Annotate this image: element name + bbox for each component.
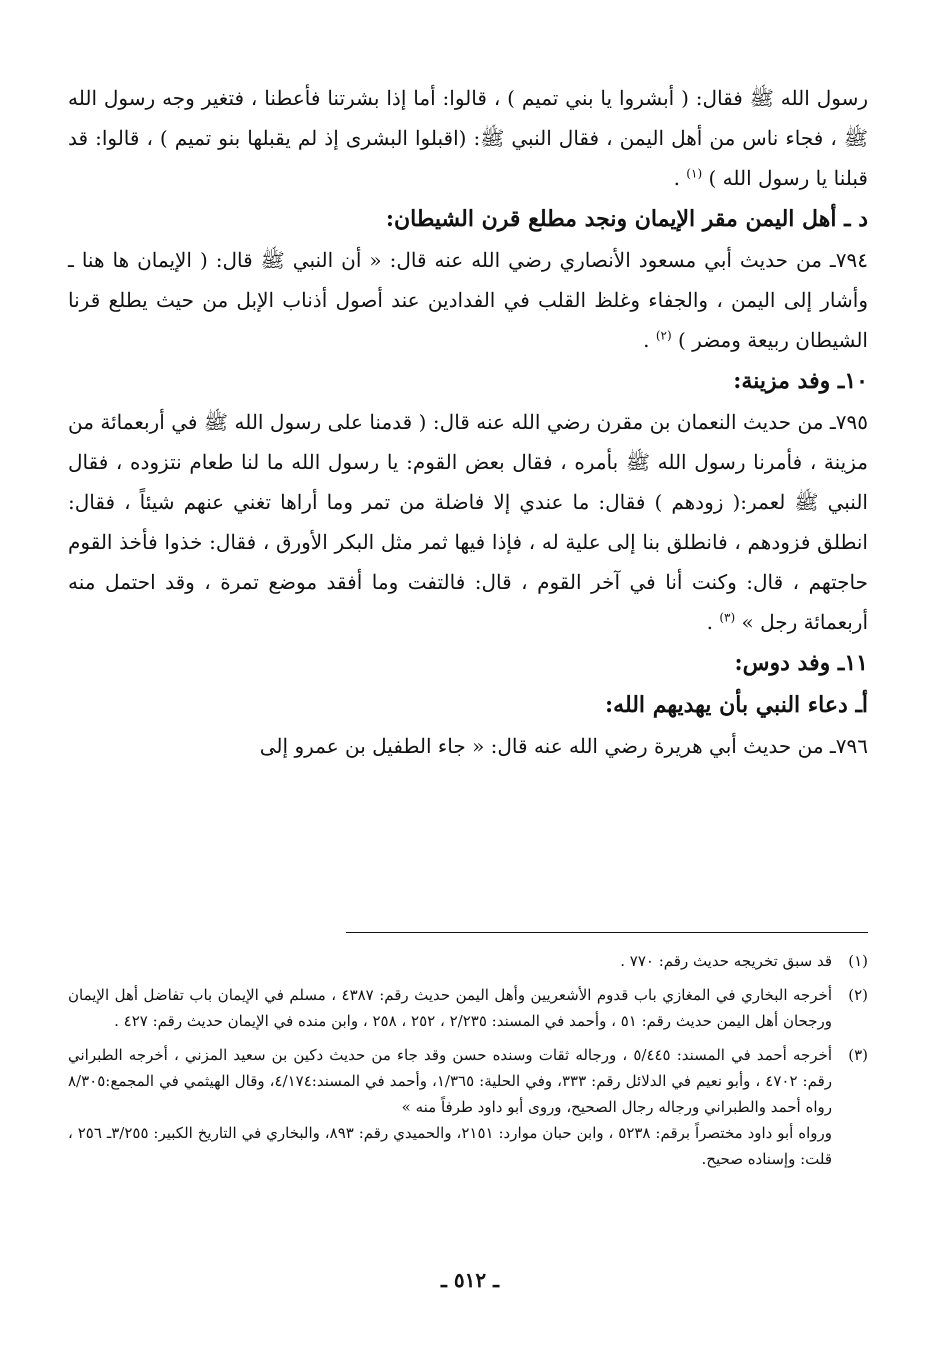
paragraph-continuation xyxy=(68,78,868,198)
main-text xyxy=(68,78,868,766)
footnote-number: (١) xyxy=(848,952,868,970)
footnote-separator xyxy=(346,932,868,933)
hadith-795 xyxy=(68,402,868,642)
footnote-1 xyxy=(68,948,868,974)
section-heading-d: د ـ أهل اليمن مقر الإيمان ونجد مطلع قرن الشيطان: xyxy=(385,206,868,232)
paragraph-end: . xyxy=(673,166,687,190)
hadith-796: ٧٩٦ـ من حديث أبي هريرة رضي الله عنه قال: « جاء الطفيل بن عمرو إلى xyxy=(259,734,868,758)
section-heading-11: ١١ـ وفد دوس: xyxy=(734,650,868,676)
hadith-end: . xyxy=(643,328,656,352)
footnote-line: قد سبق تخريجه حديث رقم: ٧٧٠ . xyxy=(620,952,832,970)
footnote-number: (٣) xyxy=(848,1046,868,1064)
hadith-end: . xyxy=(706,610,720,634)
footnote-number: (٢) xyxy=(848,986,868,1004)
footnote-line: أخرجه البخاري في المغازي باب قدوم الأشعريين وأهل اليمن حديث رقم: ٤٣٨٧ ، مسلم في الإيمان باب تفاضل أهل الإيمان ورجحان أهل اليمن حديث رقم: ٥١ ، وأحمد في المسند: ٢/٢٣٥ ، ٢٥٢ ، ٢٥٨ ، وابن منده في الإيمان حديث رقم: ٤٢٧ . xyxy=(68,986,832,1030)
hadith-794 xyxy=(68,240,868,360)
footnote-text xyxy=(68,948,832,974)
section-heading-10: ١٠ـ وفد مزينة: xyxy=(733,368,868,394)
footnote-line: أخرجه أحمد في المسند: ٥/٤٤٥ ، ورجاله ثقات وسنده حسن وقد جاء من حديث دكين بن سعيد المزني ، أخرجه الطبراني رقم: ٤٧٠٢ ، وأبو نعيم في الدلائل رقم: ٣٣٣، وفي الحلية: ١/٣٦٥، وأحمد في المسند:٤/١٧٤، وقال الهيثمي في المجمع:٨/٣٠٥ رواه أحمد والطبراني ورجاله رجال الصحيح، وروى أبو داود طرفاً منه » xyxy=(68,1046,832,1116)
footnote-text xyxy=(68,1042,832,1172)
footnote-3 xyxy=(68,1042,868,1172)
footnotes xyxy=(68,948,868,1180)
paragraph-text: رسول الله ﷺ فقال: ( أبشروا يا بني تميم ) ، قالوا: أما إذا بشرتنا فأعطنا ، فتغير وجه رسول الله ﷺ ، فجاء ناس من أهل اليمن ، فقال النبي ﷺ: (اقبلوا البشرى إذ لم يقبلها بنو تميم ) ، قالوا: قد قبلنا يا رسول الله ) xyxy=(68,86,868,190)
footnote-ref-3[interactable]: (٣) xyxy=(719,610,736,625)
hadith-text: ٧٩٥ـ من حديث النعمان بن مقرن رضي الله عنه قال: ( قدمنا على رسول الله ﷺ في أربعمائة من مزينة ، فأمرنا رسول الله ﷺ بأمره ، فقال بعض القوم: يا رسول الله ما لنا طعام نتزوده ، فقال النبي ﷺ لعمر:( زودهم ) فقال: ما عندي إلا فاضلة من تمر وما أراها تغني عنهم شيئاً ، فقال: انطلق فزودهم ، فانطلق بنا إلى علية له ، فإذا فيها ثمر مثل البكر الأورق ، فقال: خذوا فأخذ القوم حاجتهم ، قال: وكنت أنا في آخر القوم ، قال: فالتفت وما أفقد موضع تمرة ، وقد احتمل منه أربعمائة رجل » xyxy=(68,410,868,634)
footnote-ref-1[interactable]: (١) xyxy=(686,166,703,181)
footnote-ref-2[interactable]: (٢) xyxy=(655,328,672,343)
page-number: ـ ٥١٢ ـ xyxy=(441,1268,499,1292)
footnote-2 xyxy=(68,982,868,1034)
hadith-text: ٧٩٤ـ من حديث أبي مسعود الأنصاري رضي الله عنه قال: « أن النبي ﷺ قال: ( الإيمان ها هنا ـ وأشار إلى اليمن ، والجفاء وغلظ القلب في الفدادين عند أصول أذناب الإبل من حيث يطلع قرنا الشيطان ربيعة ومضر ) xyxy=(68,248,868,352)
footnote-line: ورواه أبو داود مختصراً برقم: ٥٢٣٨ ، وابن حبان موارد: ٢١٥١، والحميدي رقم: ٨٩٣، والبخاري في التاريخ الكبير: ٣/٢٥٥ـ ٢٥٦ ، قلت: وإسناده صحيح. xyxy=(68,1124,833,1168)
subsection-heading-11a: أـ دعاء النبي بأن يهديهم الله: xyxy=(605,692,868,718)
footnote-text xyxy=(68,982,832,1034)
